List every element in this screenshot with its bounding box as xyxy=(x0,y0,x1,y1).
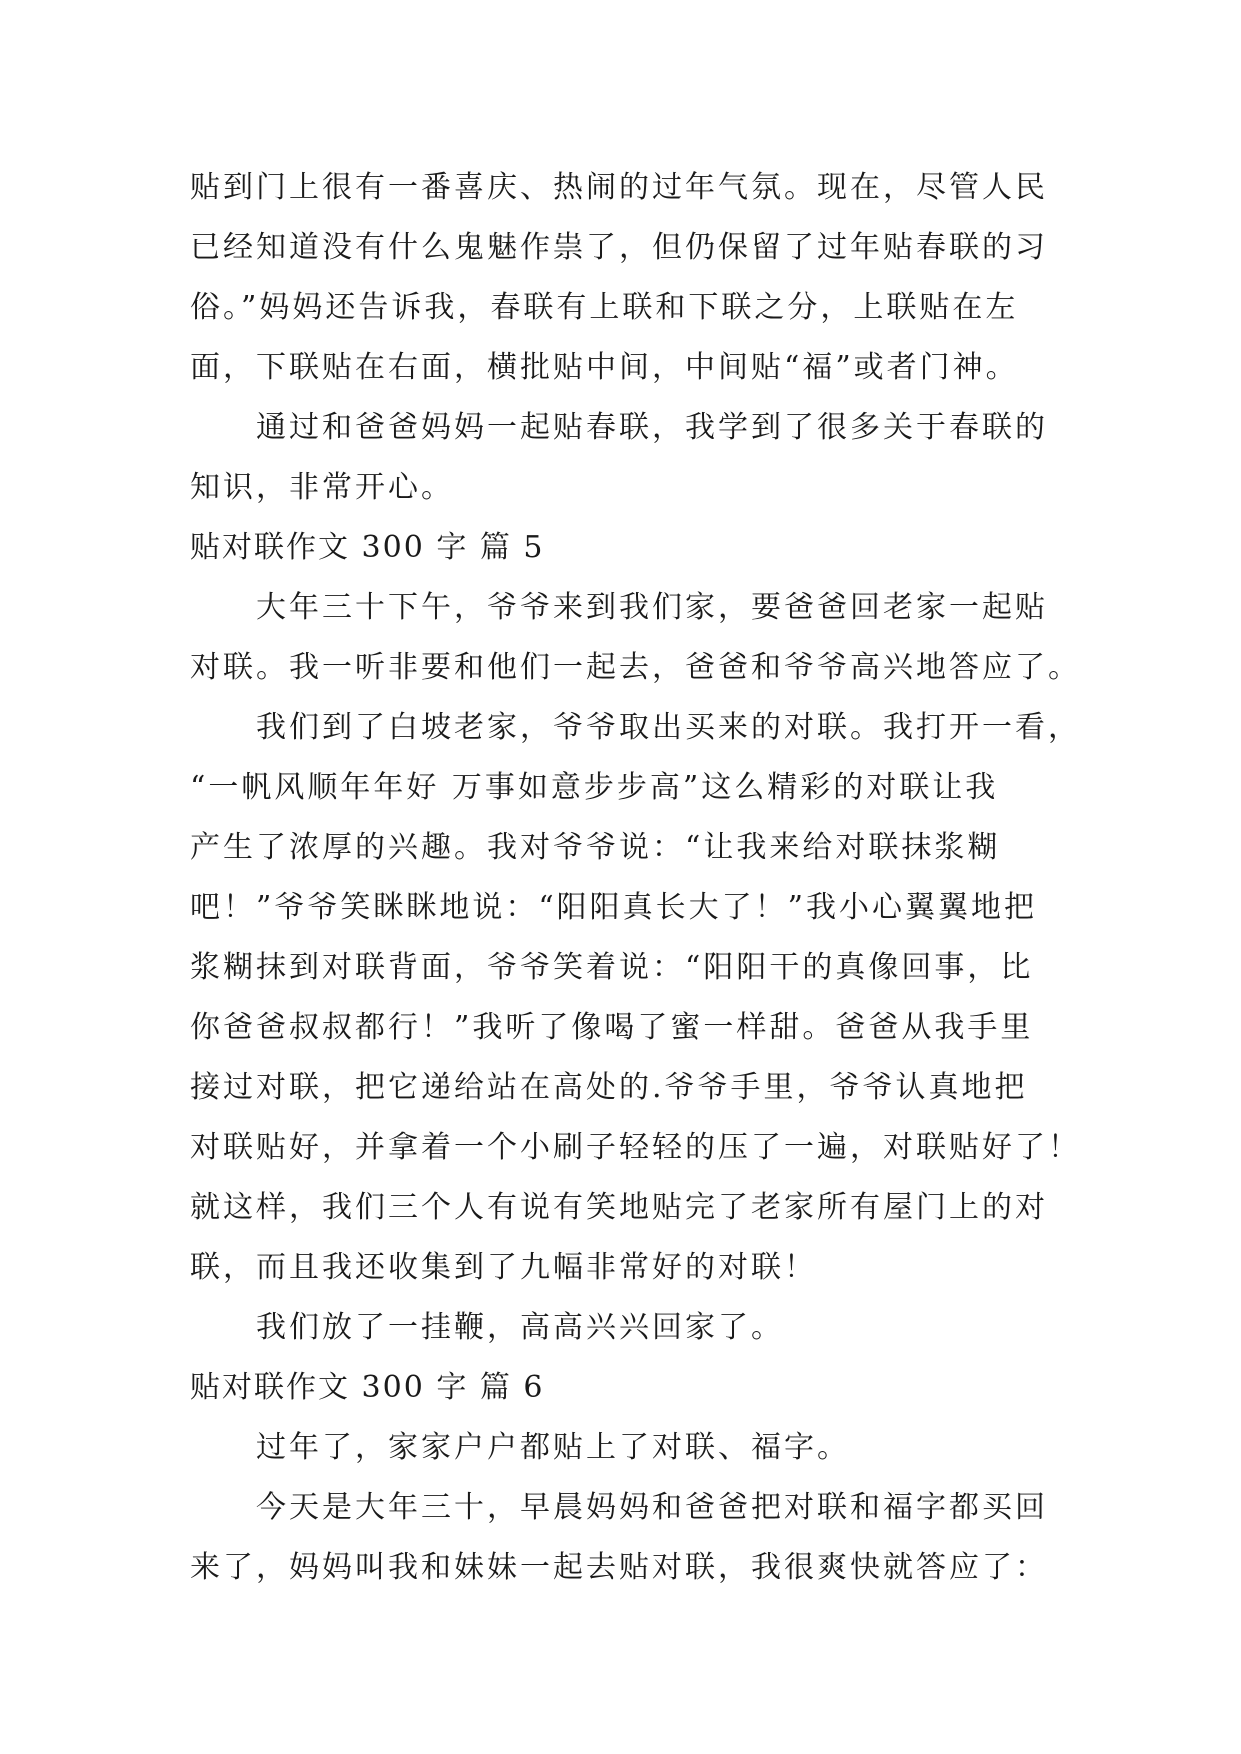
essay-heading: 贴对联作文 300 字 篇 5 xyxy=(190,530,545,565)
text-line: 俗。”妈妈还告诉我，春联有上联和下联之分，上联贴在左 xyxy=(190,290,1019,325)
text-line: 对联贴好，并拿着一个小刷子轻轻的压了一遍，对联贴好了！ xyxy=(190,1130,1081,1165)
text-line: 产生了浓厚的兴趣。我对爷爷说：“让我来给对联抹浆糊 xyxy=(190,830,1001,865)
text-line: 浆糊抹到对联背面，爷爷笑着说：“阳阳干的真像回事，比 xyxy=(190,950,1034,985)
text-line: 已经知道没有什么鬼魅作祟了，但仍保留了过年贴春联的习 xyxy=(190,230,1048,265)
text-line: 知识，非常开心。 xyxy=(190,470,454,505)
text-line: 来了，妈妈叫我和妹妹一起去贴对联，我很爽快就答应了： xyxy=(190,1550,1048,1585)
text-line: 我们放了一挂鞭，高高兴兴回家了。 xyxy=(256,1310,784,1345)
text-line: “一帆风顺年年好 万事如意步步高”这么精彩的对联让我 xyxy=(190,770,999,805)
paragraph xyxy=(190,1298,1070,1358)
text-line: 就这样，我们三个人有说有笑地贴完了老家所有屋门上的对 xyxy=(190,1190,1048,1225)
paragraph xyxy=(190,1418,1070,1478)
text-line: 贴到门上很有一番喜庆、热闹的过年气氛。现在，尽管人民 xyxy=(190,170,1048,205)
text-line: 通过和爸爸妈妈一起贴春联，我学到了很多关于春联的 xyxy=(256,410,1048,445)
text-line: 接过对联，把它递给站在高处的.爷爷手里，爷爷认真地把 xyxy=(190,1070,1028,1105)
text-line: 今天是大年三十，早晨妈妈和爸爸把对联和福字都买回 xyxy=(256,1490,1048,1525)
paragraph-continued xyxy=(190,158,1070,398)
paragraph xyxy=(190,698,1081,1298)
text-line: 对联。我一听非要和他们一起去，爸爸和爷爷高兴地答应了。 xyxy=(190,650,1081,685)
paragraph xyxy=(190,398,1070,518)
text-line: 面，下联贴在右面，横批贴中间，中间贴“福”或者门神。 xyxy=(190,350,1019,385)
text-line: 过年了，家家户户都贴上了对联、福字。 xyxy=(256,1430,850,1465)
text-line: 吧！”爷爷笑眯眯地说：“阳阳真长大了！”我小心翼翼地把 xyxy=(190,890,1038,925)
text-line: 联，而且我还收集到了九幅非常好的对联！ xyxy=(190,1250,817,1285)
paragraph xyxy=(190,1478,1070,1598)
text-line: 你爸爸叔叔都行！”我听了像喝了蜜一样甜。爸爸从我手里 xyxy=(190,1010,1034,1045)
essay-heading: 贴对联作文 300 字 篇 6 xyxy=(190,1370,545,1405)
text-line: 我们到了白坡老家，爷爷取出买来的对联。我打开一看， xyxy=(256,710,1081,745)
paragraph xyxy=(190,578,1081,698)
document-page xyxy=(190,158,1081,1598)
text-line: 大年三十下午，爷爷来到我们家，要爸爸回老家一起贴 xyxy=(256,590,1048,625)
